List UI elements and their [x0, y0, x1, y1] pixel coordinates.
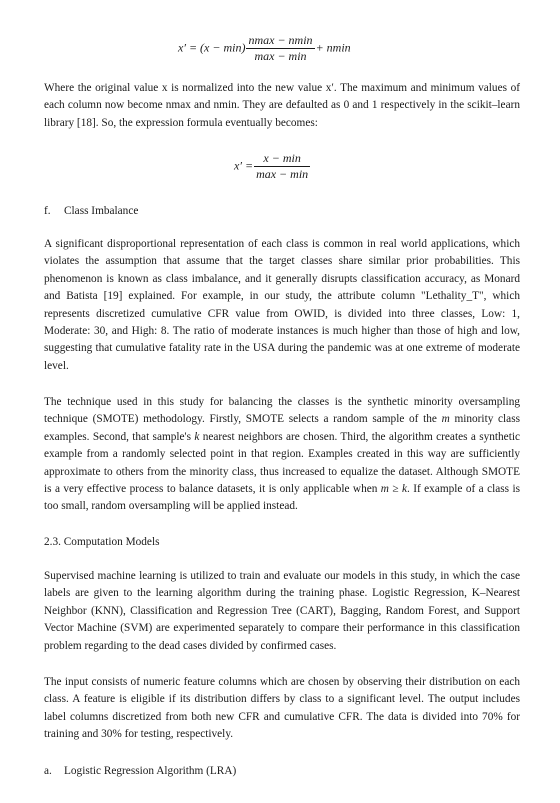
equation-lhs: x′ = (x − min): [178, 40, 246, 55]
paragraph-normalization: Where the original value x is normalized into the new value x′. The maximum and minimum values of each column now become nmax and nmin. They are defaulted as 0 and 1 respectively in the scikit–learn library [18]. So, the expression formula eventually becomes:: [44, 82, 520, 129]
paragraph-input-output: The input consists of numeric feature columns which are chosen by observing their distribution on each class. A feature is eligible if its distribution differs by class to a significant level. The output includes label columns discretized from both new CFR and cumulative CFR. The data is divided into 70% for training and 30% for testing, respectively.: [44, 676, 520, 741]
smote-text-1: The technique used in this study for balancing the classes is the synthetic minority oversampling technique (SMOTE) methodology. Firstly, SMOTE selects a random sample of the: [44, 396, 520, 426]
variable-k: k: [194, 430, 200, 443]
smote-text-3: nearest neighbors are chosen. Third, the algorithm creates a synthetic example from a randomly selected point in that region. Examples created in this way are sufficiently approximate to others from the minority class, thus increased to equalize the dataset. Although SMOTE is a very effective process to balance datasets, it is only applicable when: [44, 430, 520, 496]
heading-marker: a.: [44, 765, 52, 777]
heading-text: Class Imbalance: [64, 205, 139, 217]
equation-denominator: max − min: [246, 48, 314, 64]
paragraph-class-imbalance: A significant disproportional representation of each class is common in real world applications, which violates the assumption that assume that the target classes share similar prior probabilities. This phenomenon is known as class imbalance, and it generally disrupts classification accuracy, as Monard and Batista [19] explained. For example, in our study, the attribute column "Lethality_T", which represents discretized cumulative CFR value from OWID, is divided into three classes, Low: 1, Moderate: 30, and High: 8. The ratio of moderate instances is much higher than those of high and low, suggesting that cumulative fatality rate in the USA during the pandemic was at one extreme of moderate level.: [44, 238, 520, 372]
equation-lhs: x′ =: [234, 158, 254, 173]
paragraph-smote: [44, 394, 520, 516]
variable-m: m: [441, 413, 450, 426]
section-heading-logistic-regression: [44, 763, 236, 780]
equation-denominator: max − min: [256, 167, 309, 181]
equation-numerator: x − min: [263, 151, 301, 165]
equation-minmax-simplified: [234, 151, 311, 182]
condition-m-ge-k: m ≥ k: [380, 483, 407, 496]
smote-text-2: minority class examples. Second, that sample's: [44, 413, 520, 443]
equation-tail: + nmin: [315, 40, 351, 55]
equation-minmax-general: [178, 33, 351, 64]
equation-fraction: [254, 151, 310, 182]
paragraph-supervised-learning: Supervised machine learning is utilized to train and evaluate our models in this study, in which the case labels are given to the learning algorithm during the training phase. Logistic Regression, K–Nearest Neighbor (KNN), Classification and Regression Tree (CART), Bagging, Random Forest, and Support Vector Machine (SVM) are experimented separately to compare their performance in this classification problem regarding to the dead cases divided by confirmed cases.: [44, 570, 520, 652]
equation-fraction: [246, 33, 314, 64]
smote-text-4: . If example of a class is too small, random oversampling will be applied instead.: [44, 483, 520, 513]
equation-numerator: nmax − nmin: [248, 33, 313, 47]
section-heading-computation-models: 2.3. Computation Models: [44, 536, 160, 548]
heading-text: Logistic Regression Algorithm (LRA): [64, 765, 237, 777]
section-heading-class-imbalance: [44, 203, 138, 220]
heading-marker: f.: [44, 205, 51, 217]
